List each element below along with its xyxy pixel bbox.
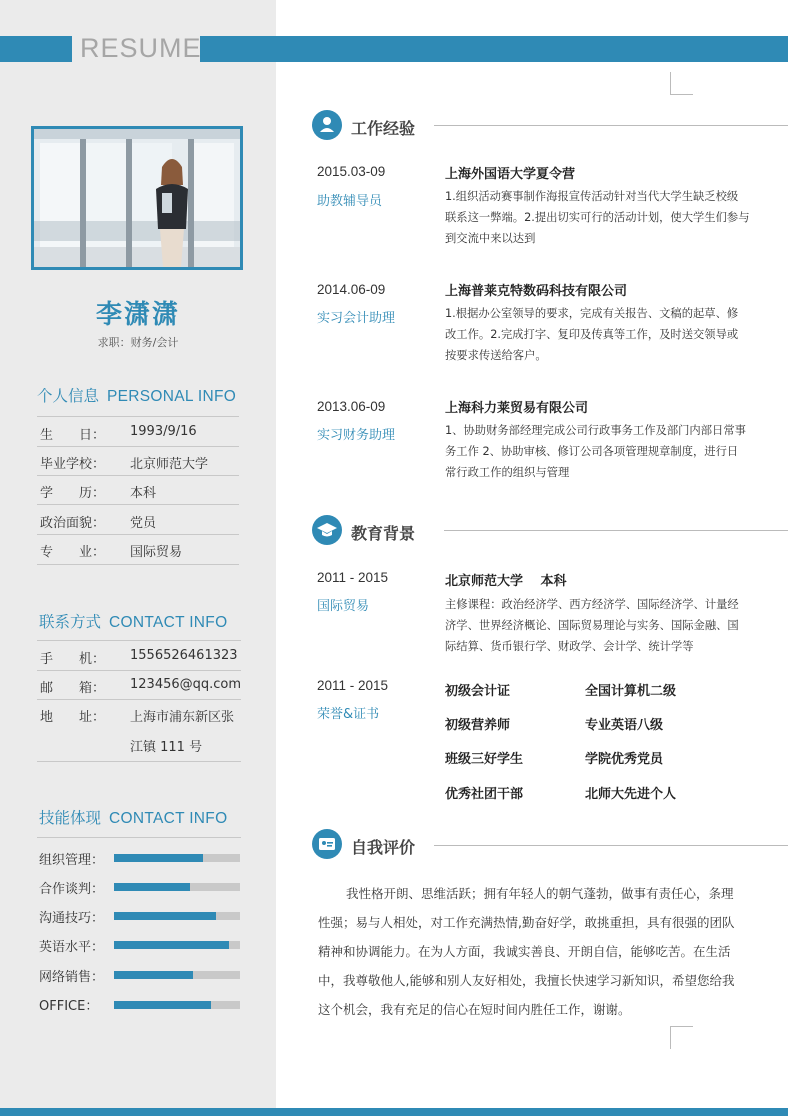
- desc-line: 按要求传送给客户。: [445, 349, 547, 362]
- work-desc: [445, 303, 775, 366]
- self-eval-section-title: 自我评价: [351, 838, 416, 857]
- education-section-title: 教育背景: [351, 524, 416, 543]
- personal-info-title-cn: 个人信息: [37, 387, 100, 405]
- info-value-political: 党员: [130, 516, 157, 531]
- info-label-birthday: 生 日：: [40, 428, 106, 443]
- candidate-name: 李潇潇: [95, 300, 180, 330]
- self-line: 性强；易与人相处，对工作充满热情,勤奋好学，敢挑重担，具有很强的团队: [318, 915, 735, 930]
- divider: [37, 699, 241, 700]
- contact-value-phone: 1556526461323: [130, 648, 238, 663]
- certificate: 专业英语八级: [585, 718, 664, 733]
- footer-bar: [0, 1108, 788, 1116]
- work-org: 上海科力莱贸易有限公司: [445, 401, 589, 416]
- id-card-icon: [312, 829, 342, 859]
- skill-bar-fill: [114, 941, 229, 949]
- divider: [444, 530, 788, 531]
- divider: [37, 446, 239, 447]
- contact-info-title-en: CONTACT INFO: [109, 614, 228, 631]
- personal-info-title-en: PERSONAL INFO: [107, 388, 237, 405]
- work-date: 2014.06-09: [317, 282, 386, 297]
- desc-line: 务工作 2、协助审核、修订公司各项管理规章制度，进行日: [445, 445, 739, 458]
- desc-line: 1、协助财务部经理完成公司行政事务工作及部门内部日常事: [445, 424, 746, 437]
- header-bar-right: [200, 36, 788, 62]
- info-value-school: 北京师范大学: [130, 457, 209, 472]
- education-courses: [445, 594, 775, 657]
- divider: [37, 475, 239, 476]
- skill-bar-fill: [114, 883, 190, 891]
- corner-mark-top: [670, 72, 693, 95]
- divider: [37, 416, 239, 417]
- skill-bar-fill: [114, 971, 193, 979]
- info-label-major: 专 业：: [40, 545, 106, 560]
- skill-label: OFFICE：: [39, 999, 99, 1014]
- desc-line: 际结算、货币银行学、财政学、会计学、统计学等: [445, 640, 694, 653]
- info-label-political: 政治面貌：: [40, 516, 106, 531]
- skill-label: 网络销售：: [39, 970, 105, 985]
- divider: [37, 564, 239, 565]
- info-value-major: 国际贸易: [130, 545, 183, 560]
- certificate: 初级会计证: [445, 684, 511, 699]
- education-date: 2011 - 2015: [317, 570, 389, 585]
- resume-heading: RESUME: [80, 33, 202, 63]
- work-role: 助教辅导员: [317, 194, 383, 209]
- self-line: 精神和协调能力。在为人方面，我诚实善良、开朗自信，能够吃苦。在生活: [318, 944, 731, 959]
- self-line: 我性格开朗、思维活跃；拥有年轻人的朝气蓬勃，做事有责任心，条理: [346, 886, 734, 901]
- desc-line: 到交流中来以达到: [445, 232, 536, 245]
- certificate: 优秀社团干部: [445, 787, 524, 802]
- desc-line: 1.组织活动赛事制作海报宣传活动针对当代大学生缺乏校级: [445, 190, 739, 203]
- desc-line: 联系这一弊端。2.提出切实可行的活动计划，使大学生们参与: [445, 211, 750, 224]
- contact-label-address: 地 址：: [40, 710, 106, 725]
- skill-bar-fill: [114, 912, 216, 920]
- certificate: 北师大先进个人: [585, 787, 677, 802]
- desc-line: 常行政工作的组织与管理: [445, 466, 570, 479]
- briefcase-icon: [312, 110, 342, 140]
- work-org: 上海普莱克特数码科技有限公司: [445, 284, 628, 299]
- divider: [434, 125, 788, 126]
- skill-bar: [114, 941, 240, 949]
- divider: [37, 504, 239, 505]
- divider: [37, 640, 241, 641]
- contact-label-email: 邮 箱：: [40, 681, 106, 696]
- contact-info-title: [39, 610, 227, 632]
- skills-title-en: CONTACT INFO: [109, 810, 228, 827]
- certificate: 学院优秀党员: [585, 752, 664, 767]
- honors-label: 荣誉&证书: [317, 707, 380, 722]
- divider: [37, 837, 241, 838]
- contact-info-title-cn: 联系方式: [39, 613, 102, 631]
- honors-date: 2011 - 2015: [317, 678, 389, 693]
- divider: [37, 761, 241, 762]
- skill-bar: [114, 912, 240, 920]
- certificate: 班级三好学生: [445, 752, 524, 767]
- info-label-school: 毕业学校：: [40, 457, 106, 472]
- self-line: 这个机会，我有充足的信心在短时间内胜任工作，谢谢。: [318, 1002, 631, 1017]
- skills-title-cn: 技能体现: [39, 809, 102, 827]
- certificate: 全国计算机二级: [585, 684, 677, 699]
- work-desc: [445, 420, 775, 483]
- profile-photo: [31, 126, 243, 270]
- education-major: 国际贸易: [317, 599, 370, 614]
- contact-value-address-line2: 江镇 111 号: [130, 740, 203, 755]
- skill-label: 组织管理：: [39, 853, 105, 868]
- desc-line: 改工作。2.完成打字、复印及传真等工作，及时送交领导或: [445, 328, 739, 341]
- contact-value-email: 123456@qq.com: [130, 677, 242, 692]
- skill-bar: [114, 1001, 240, 1009]
- self-line: 中，我尊敬他人,能够和别人友好相处，我擅长快速学习新知识，希望您给我: [318, 973, 735, 988]
- work-role: 实习会计助理: [317, 311, 396, 326]
- divider: [37, 670, 241, 671]
- info-value-education: 本科: [130, 486, 157, 501]
- certificate: 初级营养师: [445, 718, 511, 733]
- self-evaluation-text: [318, 879, 768, 1024]
- contact-value-address: 上海市浦东新区张: [130, 710, 235, 725]
- skill-label: 英语水平：: [39, 940, 105, 955]
- office-window-illustration: [34, 129, 240, 267]
- desc-line: 1.根据办公室领导的要求，完成有关报告、文稿的起草、修: [445, 307, 739, 320]
- skill-label: 沟通技巧：: [39, 911, 105, 926]
- skill-label: 合作谈判：: [39, 882, 105, 897]
- skills-title: [39, 806, 227, 828]
- education-school: 北京师范大学 本科: [445, 574, 567, 589]
- graduation-cap-icon: [312, 515, 342, 545]
- info-label-education: 学 历：: [40, 486, 106, 501]
- skill-bar: [114, 854, 240, 862]
- info-value-birthday: 1993/9/16: [130, 424, 197, 439]
- skill-bar-fill: [114, 1001, 211, 1009]
- skill-bar: [114, 971, 240, 979]
- work-date: 2015.03-09: [317, 164, 386, 179]
- work-section-title: 工作经验: [351, 119, 416, 138]
- contact-label-phone: 手 机：: [40, 652, 106, 667]
- header-bar-left: [0, 36, 72, 62]
- divider: [434, 845, 788, 846]
- work-role: 实习财务助理: [317, 428, 396, 443]
- work-desc: [445, 186, 775, 249]
- desc-line: 济学、世界经济概论、国际贸易理论与实务、国际金融、国: [445, 619, 739, 632]
- job-objective: 求职：财务/会计: [97, 336, 179, 349]
- skill-bar: [114, 883, 240, 891]
- work-date: 2013.06-09: [317, 399, 386, 414]
- skill-bar-fill: [114, 854, 203, 862]
- personal-info-title: [37, 384, 236, 406]
- work-org: 上海外国语大学夏令营: [445, 167, 576, 182]
- desc-line: 主修课程：政治经济学、西方经济学、国际经济学、计量经: [445, 598, 739, 611]
- divider: [37, 534, 239, 535]
- corner-mark-bottom: [670, 1026, 693, 1049]
